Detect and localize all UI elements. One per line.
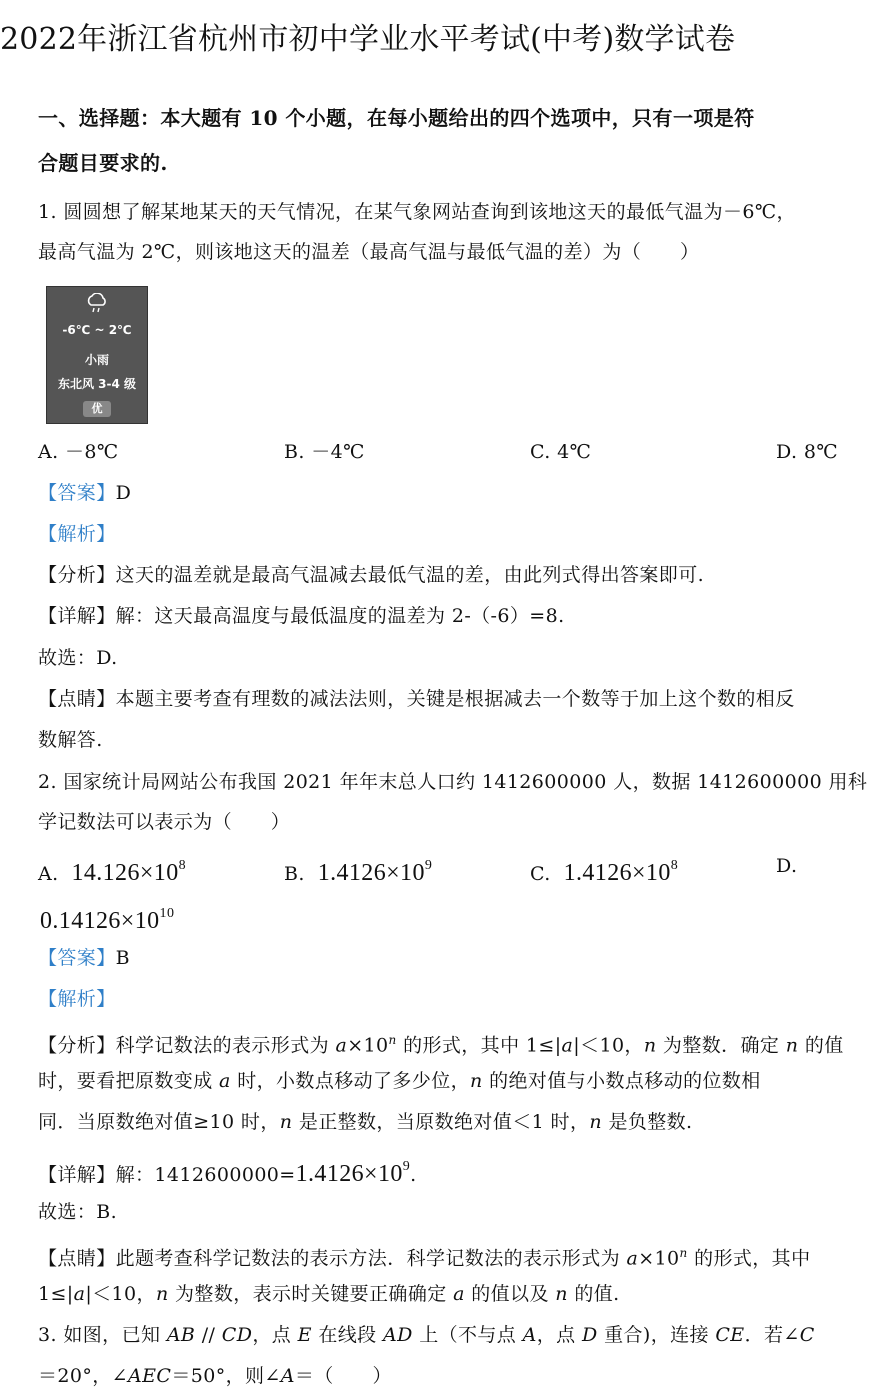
cloud-rain-icon	[85, 293, 109, 313]
q2-analysis-tag: 【解析】	[38, 988, 116, 1010]
text: 为整数，表示时关键要正确确定	[168, 1283, 454, 1305]
q1-xiangjie	[38, 604, 565, 628]
var-a: a	[453, 1283, 465, 1305]
expr-base: 0.14126×10	[40, 908, 160, 934]
q1-option-c: C. 4℃	[530, 441, 592, 463]
text: 是负整数.	[602, 1111, 693, 1133]
point-d: D	[582, 1324, 598, 1346]
expr-exponent: 8	[670, 858, 679, 873]
option-expression	[318, 860, 433, 886]
fenxi-tag: 【分析】	[38, 1034, 116, 1057]
page-title: 2022年浙江省杭州市初中学业水平考试(中考)数学试卷	[0, 22, 736, 57]
text: 1≤|	[38, 1283, 74, 1305]
option-expression	[40, 908, 174, 934]
text: 此题考查科学记数法的表示方法．科学记数法的表示形式为	[115, 1247, 627, 1270]
q1-dianjing-line2: 数解答.	[38, 729, 103, 751]
text: 时，小数点移动了多少位，	[230, 1070, 471, 1092]
weather-card-image	[46, 286, 148, 424]
q2-option-c	[530, 854, 678, 886]
text: ．若∠	[744, 1324, 800, 1346]
text: 的值以及	[464, 1283, 556, 1305]
q1-choice: 故选：D.	[38, 647, 118, 669]
text: 科学记数法的表示形式为	[115, 1034, 336, 1057]
answer-tag: 【答案】	[38, 482, 116, 504]
text: 解：1412600000=	[115, 1164, 296, 1186]
var-a: a	[73, 1283, 86, 1305]
text: 的形式，其中	[687, 1247, 811, 1270]
weather-temp-range: -6℃ ~ 2℃	[62, 323, 132, 337]
q2-fenxi-line3	[38, 1110, 692, 1134]
point-c: C	[799, 1324, 815, 1346]
section-heading-line1: 一、选择题：本大题有 10 个小题，在每小题给出的四个选项中，只有一项是符	[38, 106, 755, 130]
option-expression	[564, 860, 679, 886]
expr-exponent: 10	[159, 906, 175, 921]
q2-stem-line1: 2. 国家统计局网站公布我国 2021 年年末总人口约 1412600000 人，数据 1412600000 用科	[38, 771, 868, 793]
q2-dianjing-line1	[38, 1241, 810, 1270]
answer-tag: 【答案】	[38, 947, 116, 969]
fenxi-text: 这天的温差就是最高气温减去最低气温的差，由此列式得出答案即可.	[115, 564, 705, 586]
var-n: n	[785, 1034, 799, 1057]
q1-analysis-tag: 【解析】	[38, 523, 116, 545]
segment-cd: CD	[221, 1324, 253, 1346]
xiangjie-tag: 【详解】	[38, 605, 116, 627]
xiangjie-tag: 【详解】	[38, 1164, 116, 1186]
q2-option-a	[38, 854, 186, 886]
text: ＝（ ）	[294, 1365, 392, 1387]
answer-value: D	[115, 482, 132, 504]
var-n: n	[155, 1283, 169, 1305]
q2-answer	[38, 946, 130, 970]
text: ×10	[638, 1247, 680, 1270]
expr-exponent: 8	[178, 858, 186, 873]
text: 为整数．确定	[656, 1034, 786, 1057]
point-a: A	[280, 1365, 295, 1387]
air-quality-badge: 优	[83, 401, 111, 417]
q2-stem-line2: 学记数法可以表示为（ ）	[38, 811, 291, 833]
q1-stem-line1: 1. 圆圆想了解某地某天的天气情况，在某气象网站查询到该地这天的最低气温为－6℃，	[38, 201, 796, 223]
var-n: n	[470, 1070, 483, 1092]
point-e: E	[297, 1324, 312, 1346]
q3-stem-line2	[38, 1364, 392, 1388]
dianjing-tag: 【点睛】	[38, 1247, 116, 1270]
text: 的绝对值与小数点移动的位数相	[482, 1070, 761, 1092]
expr-base: 14.126×10	[71, 860, 179, 886]
option-letter: A.	[38, 863, 59, 885]
text: 重合)，连接	[597, 1324, 716, 1346]
text: ＝50°，则∠	[171, 1365, 281, 1387]
q1-dianjing-line1	[38, 687, 795, 711]
q2-choice: 故选：B.	[38, 1201, 118, 1223]
text: 同．当原数绝对值≥10 时，	[38, 1111, 280, 1133]
segment-ad: AD	[382, 1324, 413, 1346]
text: |＜10，	[85, 1283, 156, 1305]
point-a: A	[522, 1324, 537, 1346]
var-n: n	[589, 1111, 602, 1133]
text: ，点	[536, 1324, 583, 1346]
q1-option-b: B. －4℃	[284, 441, 365, 463]
segment-ce: CE	[715, 1324, 745, 1346]
q2-option-d	[40, 902, 174, 934]
q2-option-b	[284, 854, 432, 886]
xiangjie-text: 解：这天最高温度与最低温度的温差为 2-（-6）=8.	[115, 605, 565, 627]
answer-value: B	[115, 947, 130, 969]
var-n: n	[279, 1111, 293, 1133]
option-expression	[71, 860, 186, 886]
dianjing-tag: 【点睛】	[38, 688, 116, 710]
text: 在线段	[311, 1324, 383, 1346]
segment-ab: AB	[166, 1324, 196, 1346]
q1-option-a: A. －8℃	[38, 441, 119, 463]
q1-answer	[38, 481, 131, 505]
text: |＜10，	[573, 1034, 644, 1057]
weather-wind: 东北风 3-4 级	[57, 377, 137, 391]
text: ，点	[252, 1324, 298, 1346]
text: ×10	[347, 1034, 389, 1057]
q2-option-d-letter: D.	[776, 855, 798, 877]
text: 上（不与点	[412, 1324, 523, 1346]
var-a: a	[219, 1070, 231, 1092]
weather-condition: 小雨	[84, 353, 109, 367]
q2-fenxi-line1	[38, 1028, 844, 1057]
q1-fenxi	[38, 563, 704, 587]
text: 是正整数，当原数绝对值＜1 时，	[292, 1111, 590, 1133]
q2-fenxi-line2	[38, 1069, 761, 1093]
fenxi-tag: 【分析】	[38, 564, 116, 586]
angle-aec: AEC	[128, 1365, 172, 1387]
var-n: n	[643, 1034, 657, 1057]
var-a: a	[626, 1247, 639, 1270]
option-letter: C.	[530, 863, 551, 885]
q2-xiangjie	[38, 1155, 417, 1187]
expr-exponent: 9	[424, 858, 433, 873]
var-a: a	[561, 1034, 574, 1057]
var-a: a	[335, 1034, 348, 1057]
text: 的值	[798, 1034, 844, 1057]
q1-stem-line2: 最高气温为 2℃，则该地这天的温差（最高气温与最低气温的差）为（ ）	[38, 241, 700, 263]
var-n: n	[388, 1033, 397, 1047]
option-letter: B.	[284, 863, 305, 885]
expr-base: 1.4126×10	[317, 860, 425, 886]
expr-exponent: 9	[402, 1159, 411, 1174]
expr-base: 1.4126×10	[295, 1161, 403, 1187]
text: ＝20°，∠	[38, 1365, 128, 1387]
q2-dianjing-line2	[38, 1282, 620, 1306]
var-n: n	[555, 1283, 568, 1305]
parallel-symbol: //	[195, 1324, 222, 1346]
text: 3. 如图，已知	[38, 1324, 167, 1346]
var-n: n	[679, 1246, 688, 1260]
q1-option-d: D. 8℃	[776, 441, 838, 463]
xiangjie-expression	[296, 1161, 411, 1187]
section-heading-line2: 合题目要求的.	[38, 151, 168, 175]
expr-base: 1.4126×10	[563, 860, 671, 886]
text: 的形式，其中 1≤|	[396, 1034, 562, 1057]
text: .	[410, 1164, 417, 1186]
q3-stem-line1	[38, 1323, 815, 1347]
dianjing-text: 本题主要考查有理数的减法法则，关键是根据减去一个数等于加上这个数的相反	[115, 688, 795, 710]
text: 时，要看把原数变成	[38, 1070, 220, 1092]
text: 的值.	[567, 1283, 620, 1305]
